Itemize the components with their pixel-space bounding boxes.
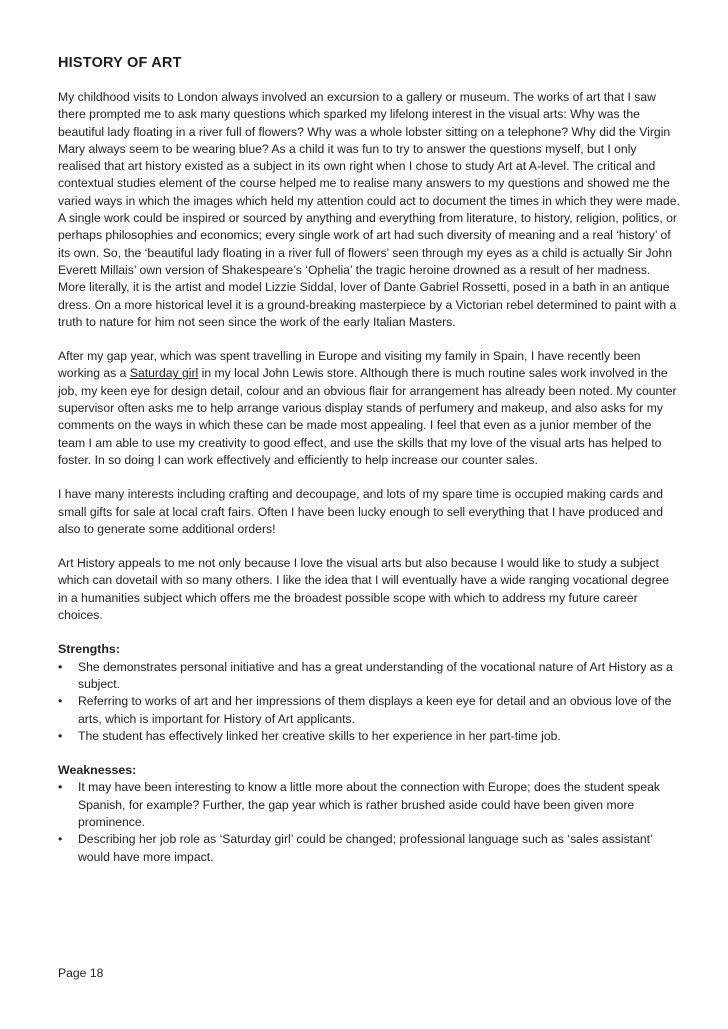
list-item xyxy=(58,693,680,728)
paragraph-gap-year-text-after: in my local John Lewis store. Although there is much routine sales work involved in the job, my keen eye for design detail, colour and an obvious flair for arrangement has already been noted. My counter supervisor often asks me to help arrange various display stands of perfumery and makeup, and also asks for my comments on the ways in which these can be made most appealing. I feel that even as a junior member of the team I am able to use my creativity to good effect, and use the skills that my love of the visual arts has helped to foster. In so doing I can work effectively and efficiently to help increase our counter sales. xyxy=(58,366,677,467)
strengths-heading: Strengths: xyxy=(58,642,120,657)
bullet-icon: • xyxy=(58,694,63,709)
list-item-text: Referring to works of art and her impressions of them displays a keen eye for detail and an obvious love of the arts, which is important for History of Art applicants. xyxy=(78,694,672,726)
page-title: HISTORY OF ART xyxy=(58,55,182,71)
strengths-section xyxy=(58,641,680,745)
weaknesses-list xyxy=(58,779,680,865)
bullet-icon: • xyxy=(58,659,63,674)
list-item xyxy=(58,779,680,831)
list-item-text: The student has effectively linked her creative skills to her experience in her part-time job. xyxy=(78,728,561,743)
weaknesses-heading: Weaknesses: xyxy=(58,763,137,778)
list-item xyxy=(58,831,680,866)
paragraph-art-history-appeal: Art History appeals to me not only because I love the visual arts but also because I would like to study a subject which can dovetail with so many others. I like the idea that I will eventually have a wide ranging vocational degree in a humanities subject which offers me the broadest possible scope with which to address my future career choices. xyxy=(58,556,670,623)
paragraph-childhood: My childhood visits to London always involved an excursion to a gallery or museum. The works of art that I saw there prompted me to ask many questions which sparked my lifelong interest in the visual arts: Why was the beautiful lady floating in a river full of flowers? Why was a whole lobster sitting on a telephone? Why did the Virgin Mary always seem to be wearing blue? As a child it was fun to try to answer the questions myself, but I only realised that art history existed as a subject in its own right when I chose to study Art at A-level. The critical and contextual studies element of the course helped me to realise many answers to my questions and showed me the varied ways in which the images which held my attention could act to document the times in which they were made. A single work could be inspired or sourced by anything and everything from literature, to history, religion, politics, or perhaps philosophies and economics; every single work of art had such diversity of meaning and a real ‘history’ of its own. So, the ‘beautiful lady floating in a river full of flowers’ seen through my eyes as a child is actually Sir John Everett Millais’ own version of Shakespeare’s ‘Ophelia’ the tragic heroine drowned as a result of her madness. More literally, it is the artist and model Lizzie Siddal, lover of Dante Gabriel Rossetti, posed in a bath in an antique dress. On a more historical level it is a ground-breaking masterpiece by a Victorian rebel determined to paint with a truth to nature for him not seen since the work of the early Italian Masters. xyxy=(58,90,680,329)
document-page xyxy=(58,55,680,883)
bullet-icon: • xyxy=(58,728,63,743)
list-item xyxy=(58,728,680,745)
paragraph-gap-year xyxy=(58,348,680,469)
page-number: Page 18 xyxy=(58,966,104,980)
paragraph-gap-year-text-before: After my gap year, which was spent travelling in Europe and visiting my family in Spain, I have recently been working as a xyxy=(58,349,641,381)
bullet-icon: • xyxy=(58,832,63,847)
list-item xyxy=(58,659,680,694)
list-item-text: It may have been interesting to know a little more about the connection with Europe; does the student speak Spanish, for example? Further, the gap year which is rather brushed aside could have been given more prominence. xyxy=(78,780,660,829)
paragraph-interests: I have many interests including crafting and decoupage, and lots of my spare time is occupied making cards and small gifts for sale at local craft fairs. Often I have been lucky enough to sell everything that I have produced and also to generate some additional orders! xyxy=(58,487,663,536)
strengths-list xyxy=(58,659,680,745)
saturday-girl-link[interactable]: Saturday girl xyxy=(129,366,199,381)
list-item-text: Describing her job role as ‘Saturday girl’ could be changed; professional language such as ‘sales assistant’ would have more impact. xyxy=(78,832,653,864)
weaknesses-section xyxy=(58,762,680,866)
bullet-icon: • xyxy=(58,780,63,795)
list-item-text: She demonstrates personal initiative and has a great understanding of the vocational nature of Art History as a subject. xyxy=(78,659,673,691)
